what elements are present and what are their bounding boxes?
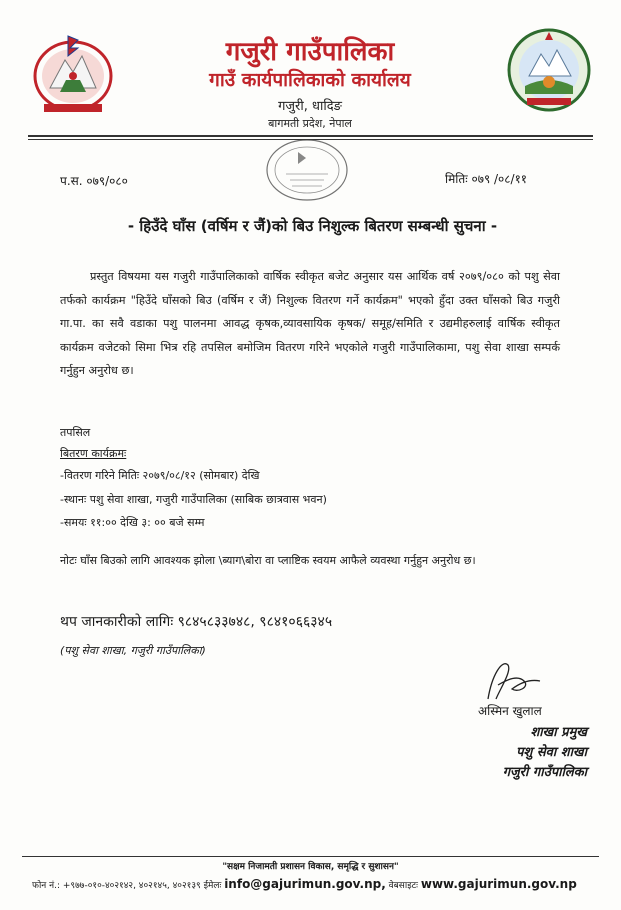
detail-item-time: -समयः ११:०० देखि ३: ०० बजे सम्म [60,516,205,529]
signatory-name: अस्मिन खुलाल [478,704,542,718]
body-paragraph: प्रस्तुत विषयमा यस गजुरी गाउँपालिकाको वार्षिक स्वीकृत बजेट अनुसार यस आर्थिक वर्ष २०७९/०८० को पशु सेवा तर्फको कार्यक्रम "हिउँदे घाँसको बिउ (वर्षिम र जैं) निशुल्क वितरण गर्ने कार्यक्रम" भएको हुँदा उक्त घाँसको बिउ गजुरी गा.पा. का सवै वडाका पशु पालनमा आवद्ध कृषक,व्यावसायिक कृषक/ समूह/समिति र उद्यमीहरुलाई वार्षिक स्वीकृत कार्यक्रम वजेटको सिमा भित्र रहि तपसिल बमोजिम वितरण गरिने भएकोले गजुरी गाउँपालिकामा, पशु सेवा शाखा सम्पर्क गर्नुहुन अनुरोध छ। [60,270,560,377]
details-subheading: बितरण कार्यक्रमः [60,447,127,460]
office-location: गजुरी, धादिङ [278,99,342,114]
phone-numbers: +९७७-०१०-४०२१४२, ४०२१४५, ४०२१३९ [62,881,201,891]
detail-item-place: -स्थानः पशु सेवा शाखा, गजुरी गाउँपालिका (साबिक छात्रवास भवन) [60,493,327,506]
detail-item-date: -वितरण गरिने मितिः २०७९/०८/१२ (सोमबार) देखि [60,469,260,482]
footer-contact [32,877,592,891]
signatory-title: शाखा प्रमुख [530,725,587,740]
contact-subline: (पशु सेवा शाखा, गजुरी गाउँपालिका) [60,644,206,657]
reference-number: प.स. ०७९/०८० [60,174,128,188]
office-seal-icon [262,134,352,204]
office-province: बागमती प्रदेश, नेपाल [268,117,352,130]
office-name: गजुरी गाउँपालिका [225,37,395,67]
website-label: वेबसाइटः [388,881,418,891]
office-subtitle: गाउँ कार्यपालिकाको कार्यालय [209,69,411,91]
phone-label: फोन नं.: [32,881,61,891]
signatory-office: गजुरी गाउँपालिका [502,765,587,780]
signature-icon [478,655,548,705]
municipality-logo-icon [505,26,593,114]
contact-line: थप जानकारीको लागिः ९८४५८३३७४८, ९८४१०६६३४५ [60,614,333,630]
notice-subject: - हिउँदे घाँस (वर्षिम र जैं)को बिउ निशुल्क बितरण सम्बन्धी सुचना - [127,217,498,235]
footer-slogan: "सक्षम निजामती प्रशासन विकास, समृद्धि र सुशासन" [222,862,399,872]
note-text: नोटः घाँस बिउको लागि आवश्यक झोला \ब्याग\बोरा वा प्लाष्टिक स्वयम आफैले व्यवस्था गर्नुहुन अनुरोध छ। [60,554,476,567]
details-heading: तपसिल [60,426,91,439]
letter-date: मितिः ०७९ /०८/११ [445,172,528,186]
nepal-emblem-icon [30,30,116,116]
website-link[interactable]: www.gajurimun.gov.np [420,877,577,891]
email-label: ईमेलः [203,881,222,891]
signatory-department: पशु सेवा शाखा [516,745,587,760]
email-link[interactable]: info@gajurimun.gov.np, [224,877,386,891]
footer-divider [22,856,599,857]
